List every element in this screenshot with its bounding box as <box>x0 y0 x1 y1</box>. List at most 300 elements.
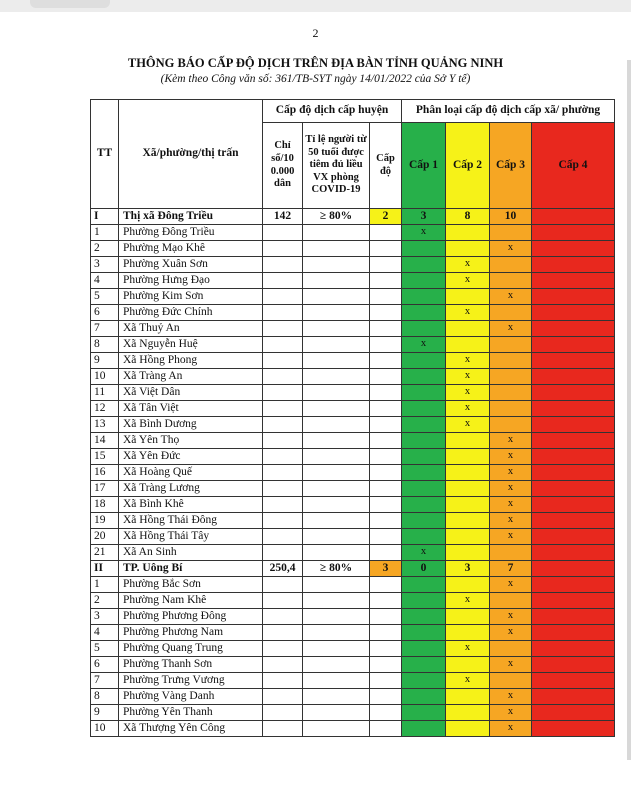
row-cap1-mark <box>402 305 446 321</box>
row-cap3-mark <box>490 257 532 273</box>
row-cap4-mark <box>532 417 615 433</box>
table-row <box>91 321 615 337</box>
section-cap2-count: 3 <box>446 561 490 577</box>
row-index <box>263 689 303 705</box>
row-cap2-mark: x <box>446 257 490 273</box>
row-level <box>370 465 402 481</box>
row-name: Phường Xuân Sơn <box>119 257 263 273</box>
row-index <box>263 321 303 337</box>
table-row <box>91 433 615 449</box>
row-name: Xã Yên Đức <box>119 449 263 465</box>
table-row <box>91 353 615 369</box>
row-tt: 10 <box>91 369 119 385</box>
row-index <box>263 257 303 273</box>
row-level <box>370 401 402 417</box>
header-level: Cấp độ <box>370 123 402 209</box>
section-cap4-count <box>532 561 615 577</box>
row-cap2-mark <box>446 465 490 481</box>
section-index: 250,4 <box>263 561 303 577</box>
row-cap3-mark: x <box>490 465 532 481</box>
row-cap1-mark <box>402 641 446 657</box>
row-cap3-mark: x <box>490 433 532 449</box>
row-vaccine <box>303 577 370 593</box>
row-tt: 17 <box>91 481 119 497</box>
viewer-top-bar <box>0 0 631 12</box>
row-level <box>370 497 402 513</box>
row-cap1-mark <box>402 673 446 689</box>
row-cap2-mark: x <box>446 593 490 609</box>
row-cap2-mark <box>446 289 490 305</box>
row-tt: 4 <box>91 273 119 289</box>
row-vaccine <box>303 721 370 737</box>
table-row <box>91 385 615 401</box>
row-level <box>370 353 402 369</box>
row-tt: 12 <box>91 401 119 417</box>
row-cap1-mark <box>402 721 446 737</box>
row-name: Xã An Sinh <box>119 545 263 561</box>
row-level <box>370 369 402 385</box>
row-cap2-mark <box>446 513 490 529</box>
row-cap2-mark <box>446 721 490 737</box>
row-level <box>370 273 402 289</box>
row-name: Xã Tràng Lương <box>119 481 263 497</box>
row-cap3-mark: x <box>490 513 532 529</box>
section-vaccine: ≥ 80% <box>303 209 370 225</box>
row-vaccine <box>303 337 370 353</box>
row-cap3-mark: x <box>490 497 532 513</box>
row-name: Xã Tràng An <box>119 369 263 385</box>
row-vaccine <box>303 353 370 369</box>
row-cap4-mark <box>532 225 615 241</box>
table-row <box>91 417 615 433</box>
row-name: Xã Hồng Phong <box>119 353 263 369</box>
row-cap2-mark <box>446 657 490 673</box>
table-row <box>91 449 615 465</box>
table-row <box>91 529 615 545</box>
table-row <box>91 465 615 481</box>
row-cap4-mark <box>532 449 615 465</box>
row-vaccine <box>303 273 370 289</box>
row-cap1-mark <box>402 625 446 641</box>
row-cap4-mark <box>532 721 615 737</box>
row-level <box>370 417 402 433</box>
row-level <box>370 705 402 721</box>
row-name: Phường Vàng Danh <box>119 689 263 705</box>
row-index <box>263 721 303 737</box>
header-tt: TT <box>91 100 119 209</box>
row-name: Xã Hồng Thái Đông <box>119 513 263 529</box>
header-cap4: Cấp 4 <box>532 123 615 209</box>
row-cap4-mark <box>532 241 615 257</box>
row-vaccine <box>303 305 370 321</box>
row-level <box>370 529 402 545</box>
table-row <box>91 705 615 721</box>
document-subtitle: (Kèm theo Công văn số: 361/TB-SYT ngày 14/01/2022 của Sở Y tế) <box>160 73 471 85</box>
header-cap3: Cấp 3 <box>490 123 532 209</box>
row-level <box>370 513 402 529</box>
row-vaccine <box>303 481 370 497</box>
row-cap1-mark <box>402 433 446 449</box>
row-cap1-mark <box>402 273 446 289</box>
row-index <box>263 337 303 353</box>
row-cap2-mark: x <box>446 305 490 321</box>
row-cap4-mark <box>532 545 615 561</box>
row-tt: 6 <box>91 305 119 321</box>
row-index <box>263 289 303 305</box>
row-cap2-mark <box>446 545 490 561</box>
row-cap2-mark <box>446 225 490 241</box>
row-tt: 14 <box>91 433 119 449</box>
row-cap1-mark <box>402 241 446 257</box>
row-tt: 2 <box>91 593 119 609</box>
row-index <box>263 417 303 433</box>
row-vaccine <box>303 289 370 305</box>
row-cap3-mark <box>490 641 532 657</box>
row-cap3-mark: x <box>490 529 532 545</box>
row-vaccine <box>303 545 370 561</box>
row-cap1-mark <box>402 353 446 369</box>
row-level <box>370 337 402 353</box>
row-name: Phường Quang Trung <box>119 641 263 657</box>
row-tt: 4 <box>91 625 119 641</box>
row-cap3-mark <box>490 545 532 561</box>
row-cap1-mark <box>402 401 446 417</box>
row-cap3-mark <box>490 385 532 401</box>
row-vaccine <box>303 449 370 465</box>
table-row <box>91 305 615 321</box>
row-cap2-mark <box>446 577 490 593</box>
row-cap1-mark: x <box>402 225 446 241</box>
row-cap3-mark <box>490 225 532 241</box>
row-level <box>370 289 402 305</box>
row-tt: 20 <box>91 529 119 545</box>
row-cap2-mark <box>446 481 490 497</box>
row-cap1-mark <box>402 497 446 513</box>
section-vaccine: ≥ 80% <box>303 561 370 577</box>
row-index <box>263 545 303 561</box>
row-index <box>263 305 303 321</box>
row-tt: 1 <box>91 225 119 241</box>
row-cap4-mark <box>532 625 615 641</box>
row-cap2-mark <box>446 689 490 705</box>
header-district-group: Cấp độ dịch cấp huyện <box>263 100 402 123</box>
section-name: Thị xã Đông Triều <box>119 209 263 225</box>
row-name: Phường Trưng Vương <box>119 673 263 689</box>
row-cap3-mark: x <box>490 609 532 625</box>
table-row <box>91 545 615 561</box>
row-cap1-mark <box>402 513 446 529</box>
row-name: Xã Yên Thọ <box>119 433 263 449</box>
section-row <box>91 209 615 225</box>
row-cap1-mark <box>402 481 446 497</box>
table-row <box>91 689 615 705</box>
table-row <box>91 609 615 625</box>
row-name: Phường Phương Đông <box>119 609 263 625</box>
row-level <box>370 449 402 465</box>
row-cap4-mark <box>532 641 615 657</box>
viewer-tab[interactable] <box>30 0 110 8</box>
row-cap4-mark <box>532 705 615 721</box>
table-row <box>91 401 615 417</box>
row-cap3-mark <box>490 353 532 369</box>
row-level <box>370 625 402 641</box>
row-index <box>263 449 303 465</box>
row-cap3-mark: x <box>490 657 532 673</box>
row-level <box>370 721 402 737</box>
row-cap2-mark <box>446 529 490 545</box>
row-name: Xã Hồng Thái Tây <box>119 529 263 545</box>
row-vaccine <box>303 657 370 673</box>
row-vaccine <box>303 225 370 241</box>
row-cap4-mark <box>532 289 615 305</box>
row-cap4-mark <box>532 673 615 689</box>
row-index <box>263 577 303 593</box>
row-level <box>370 481 402 497</box>
table-row <box>91 577 615 593</box>
row-name: Phường Mạo Khê <box>119 241 263 257</box>
table-row <box>91 497 615 513</box>
row-cap3-mark: x <box>490 577 532 593</box>
row-name: Xã Hoàng Quế <box>119 465 263 481</box>
row-cap1-mark <box>402 385 446 401</box>
row-index <box>263 273 303 289</box>
row-cap2-mark <box>446 449 490 465</box>
row-tt: 15 <box>91 449 119 465</box>
row-cap1-mark: x <box>402 337 446 353</box>
row-level <box>370 689 402 705</box>
row-name: Xã Bình Khê <box>119 497 263 513</box>
row-index <box>263 465 303 481</box>
row-index <box>263 705 303 721</box>
row-cap3-mark <box>490 417 532 433</box>
row-index <box>263 497 303 513</box>
row-cap3-mark <box>490 369 532 385</box>
table-row <box>91 657 615 673</box>
row-name: Phường Đông Triều <box>119 225 263 241</box>
row-tt: 7 <box>91 321 119 337</box>
page-number: 2 <box>312 26 319 40</box>
row-vaccine <box>303 609 370 625</box>
row-index <box>263 609 303 625</box>
scrollbar[interactable] <box>627 60 631 760</box>
row-cap2-mark <box>446 241 490 257</box>
table-row <box>91 369 615 385</box>
row-index <box>263 673 303 689</box>
row-cap1-mark <box>402 689 446 705</box>
row-cap4-mark <box>532 337 615 353</box>
row-index <box>263 625 303 641</box>
row-cap2-mark: x <box>446 385 490 401</box>
row-vaccine <box>303 641 370 657</box>
header-commune-group: Phân loại cấp độ dịch cấp xã/ phường <box>402 100 615 123</box>
row-cap4-mark <box>532 657 615 673</box>
row-index <box>263 225 303 241</box>
row-name: Phường Phương Nam <box>119 625 263 641</box>
row-name: Xã Bình Dương <box>119 417 263 433</box>
row-cap4-mark <box>532 273 615 289</box>
row-index <box>263 529 303 545</box>
table-row <box>91 593 615 609</box>
row-cap2-mark <box>446 433 490 449</box>
row-cap1-mark <box>402 705 446 721</box>
table-row <box>91 481 615 497</box>
row-index <box>263 353 303 369</box>
row-name: Phường Yên Thanh <box>119 705 263 721</box>
row-level <box>370 241 402 257</box>
row-level <box>370 673 402 689</box>
row-tt: 16 <box>91 465 119 481</box>
row-cap3-mark <box>490 401 532 417</box>
row-cap3-mark <box>490 273 532 289</box>
row-cap2-mark: x <box>446 417 490 433</box>
section-cap3-count: 7 <box>490 561 532 577</box>
table-row <box>91 641 615 657</box>
row-cap1-mark <box>402 369 446 385</box>
row-tt: 8 <box>91 337 119 353</box>
row-tt: 19 <box>91 513 119 529</box>
row-cap4-mark <box>532 497 615 513</box>
row-vaccine <box>303 321 370 337</box>
row-cap2-mark: x <box>446 369 490 385</box>
row-cap1-mark <box>402 417 446 433</box>
section-cap1-count: 0 <box>402 561 446 577</box>
row-vaccine <box>303 705 370 721</box>
row-vaccine <box>303 369 370 385</box>
table-row <box>91 337 615 353</box>
row-name: Phường Thanh Sơn <box>119 657 263 673</box>
row-tt: 13 <box>91 417 119 433</box>
row-cap4-mark <box>532 689 615 705</box>
row-level <box>370 657 402 673</box>
row-vaccine <box>303 385 370 401</box>
row-name: Phường Hưng Đạo <box>119 273 263 289</box>
row-cap1-mark <box>402 257 446 273</box>
row-level <box>370 225 402 241</box>
row-index <box>263 241 303 257</box>
row-tt: 9 <box>91 353 119 369</box>
row-vaccine <box>303 497 370 513</box>
row-cap4-mark <box>532 257 615 273</box>
header-cap2: Cấp 2 <box>446 123 490 209</box>
table-row <box>91 273 615 289</box>
row-tt: 10 <box>91 721 119 737</box>
row-cap3-mark: x <box>490 481 532 497</box>
row-vaccine <box>303 465 370 481</box>
row-index <box>263 433 303 449</box>
row-cap3-mark: x <box>490 289 532 305</box>
row-tt: 3 <box>91 609 119 625</box>
row-index <box>263 369 303 385</box>
row-cap2-mark: x <box>446 673 490 689</box>
row-cap2-mark: x <box>446 353 490 369</box>
row-tt: 21 <box>91 545 119 561</box>
table-row <box>91 625 615 641</box>
row-vaccine <box>303 241 370 257</box>
row-tt: 18 <box>91 497 119 513</box>
row-name: Phường Nam Khê <box>119 593 263 609</box>
section-cap2-count: 8 <box>446 209 490 225</box>
row-cap4-mark <box>532 529 615 545</box>
table-row <box>91 513 615 529</box>
row-vaccine <box>303 417 370 433</box>
section-row <box>91 561 615 577</box>
row-vaccine <box>303 673 370 689</box>
row-cap3-mark: x <box>490 449 532 465</box>
row-name: Xã Việt Dân <box>119 385 263 401</box>
epidemic-level-table <box>90 99 615 737</box>
row-index <box>263 481 303 497</box>
row-cap2-mark <box>446 625 490 641</box>
row-tt: 1 <box>91 577 119 593</box>
row-tt: 5 <box>91 641 119 657</box>
row-cap2-mark <box>446 321 490 337</box>
row-cap4-mark <box>532 513 615 529</box>
row-cap2-mark <box>446 609 490 625</box>
row-index <box>263 593 303 609</box>
row-cap1-mark <box>402 609 446 625</box>
row-name: Xã Thuỷ An <box>119 321 263 337</box>
row-tt: 8 <box>91 689 119 705</box>
row-cap4-mark <box>532 385 615 401</box>
row-level <box>370 641 402 657</box>
row-cap4-mark <box>532 577 615 593</box>
row-cap3-mark: x <box>490 321 532 337</box>
row-level <box>370 321 402 337</box>
row-cap1-mark <box>402 657 446 673</box>
row-level <box>370 545 402 561</box>
row-cap4-mark <box>532 593 615 609</box>
row-tt: 5 <box>91 289 119 305</box>
row-cap4-mark <box>532 321 615 337</box>
section-tt: II <box>91 561 119 577</box>
section-index: 142 <box>263 209 303 225</box>
row-tt: 9 <box>91 705 119 721</box>
row-index <box>263 401 303 417</box>
row-vaccine <box>303 689 370 705</box>
row-cap3-mark <box>490 305 532 321</box>
section-cap3-count: 10 <box>490 209 532 225</box>
row-tt: 6 <box>91 657 119 673</box>
row-cap1-mark <box>402 593 446 609</box>
row-cap1-mark <box>402 529 446 545</box>
row-cap3-mark: x <box>490 705 532 721</box>
header-unit: Xã/phường/thị trấn <box>119 100 263 209</box>
row-index <box>263 657 303 673</box>
document-title: THÔNG BÁO CẤP ĐỘ DỊCH TRÊN ĐỊA BÀN TỈNH QUẢNG NINH <box>127 56 504 70</box>
row-index <box>263 641 303 657</box>
section-tt: I <box>91 209 119 225</box>
row-cap1-mark <box>402 465 446 481</box>
row-cap1-mark <box>402 289 446 305</box>
row-level <box>370 433 402 449</box>
row-cap1-mark: x <box>402 545 446 561</box>
row-level <box>370 257 402 273</box>
row-cap2-mark <box>446 337 490 353</box>
row-vaccine <box>303 433 370 449</box>
row-level <box>370 609 402 625</box>
table-row <box>91 241 615 257</box>
row-name: Xã Tân Việt <box>119 401 263 417</box>
row-level <box>370 305 402 321</box>
row-name: Phường Kim Sơn <box>119 289 263 305</box>
row-cap2-mark: x <box>446 641 490 657</box>
row-level <box>370 385 402 401</box>
row-tt: 11 <box>91 385 119 401</box>
row-cap4-mark <box>532 369 615 385</box>
row-name: Xã Thượng Yên Công <box>119 721 263 737</box>
section-cap4-count <box>532 209 615 225</box>
section-name: TP. Uông Bí <box>119 561 263 577</box>
